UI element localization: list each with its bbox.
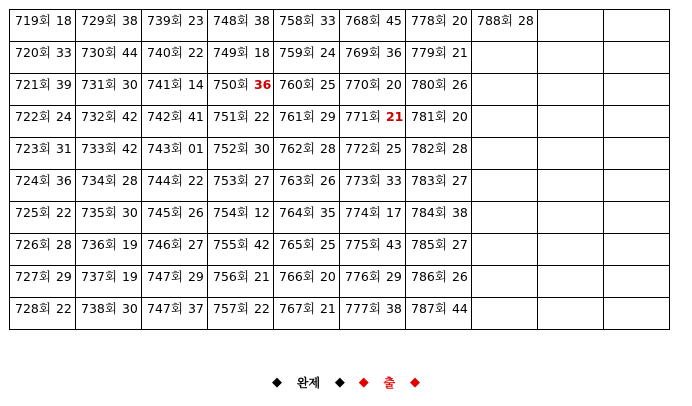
round-label: 759회: [279, 45, 315, 60]
grid-cell: [142, 106, 208, 138]
number-value: 42: [121, 141, 138, 156]
grid-cell: [142, 138, 208, 170]
empty-cell: [538, 42, 604, 74]
number-value: 30: [121, 77, 138, 92]
grid-cell: [406, 74, 472, 106]
round-label: 785회: [411, 237, 447, 252]
round-label: 735회: [81, 205, 117, 220]
grid-cell: [274, 42, 340, 74]
grid-cell: [76, 74, 142, 106]
round-label: 723회: [15, 141, 51, 156]
grid-cell: [208, 106, 274, 138]
grid-cell: [142, 202, 208, 234]
round-label: 748회: [213, 13, 249, 28]
round-label: 783회: [411, 173, 447, 188]
empty-cell: [472, 42, 538, 74]
round-label: 731회: [81, 77, 117, 92]
empty-cell: [472, 266, 538, 298]
highlighted-number: 36: [253, 77, 272, 92]
grid-cell: [10, 10, 76, 42]
black-diamond-icon: ◆: [272, 374, 283, 390]
round-label: 780회: [411, 77, 447, 92]
grid-cell: [142, 74, 208, 106]
empty-cell: [604, 234, 670, 266]
round-label: 744회: [147, 173, 183, 188]
number-value: 38: [121, 13, 138, 28]
round-label: 721회: [15, 77, 51, 92]
grid-cell: [406, 42, 472, 74]
number-value: 21: [253, 269, 270, 284]
grid-cell: [340, 10, 406, 42]
grid-cell: [406, 106, 472, 138]
grid-cell: [406, 10, 472, 42]
grid-cell: [340, 42, 406, 74]
round-label: 751회: [213, 109, 249, 124]
round-label: 726회: [15, 237, 51, 252]
legend-label-black: 완제: [296, 375, 321, 390]
number-value: 26: [451, 77, 468, 92]
empty-cell: [538, 106, 604, 138]
grid-cell: [340, 202, 406, 234]
round-label: 740회: [147, 45, 183, 60]
grid-cell: [406, 234, 472, 266]
number-value: 22: [253, 109, 270, 124]
round-label: 784회: [411, 205, 447, 220]
empty-cell: [604, 10, 670, 42]
round-label: 778회: [411, 13, 447, 28]
grid-cell: [76, 10, 142, 42]
empty-cell: [538, 170, 604, 202]
empty-cell: [604, 298, 670, 330]
grid-cell: [76, 234, 142, 266]
grid-cell: [10, 266, 76, 298]
round-label: 727회: [15, 269, 51, 284]
round-label: 745회: [147, 205, 183, 220]
number-value: 33: [319, 13, 336, 28]
number-value: 43: [385, 237, 402, 252]
round-label: 754회: [213, 205, 249, 220]
red-diamond-icon: ◆: [409, 374, 420, 390]
number-value: 23: [187, 13, 204, 28]
number-value: 42: [253, 237, 270, 252]
round-label: 764회: [279, 205, 315, 220]
grid-cell: [274, 106, 340, 138]
number-value: 29: [319, 109, 336, 124]
grid-cell: [10, 42, 76, 74]
number-value: 01: [187, 141, 204, 156]
number-value: 28: [55, 237, 72, 252]
number-value: 26: [319, 173, 336, 188]
empty-cell: [604, 202, 670, 234]
round-label: 788회: [477, 13, 513, 28]
grid-cell: [274, 234, 340, 266]
round-label: 729회: [81, 13, 117, 28]
grid-cell: [340, 170, 406, 202]
round-label: 787회: [411, 301, 447, 316]
empty-cell: [538, 266, 604, 298]
round-label: 762회: [279, 141, 315, 156]
round-label: 781회: [411, 109, 447, 124]
round-label: 755회: [213, 237, 249, 252]
grid-cell: [340, 106, 406, 138]
round-label: 769회: [345, 45, 381, 60]
grid-cell: [406, 138, 472, 170]
number-value: 28: [319, 141, 336, 156]
number-value: 36: [55, 173, 72, 188]
round-label: 732회: [81, 109, 117, 124]
round-label: 746회: [147, 237, 183, 252]
round-label: 774회: [345, 205, 381, 220]
grid-cell: [208, 74, 274, 106]
number-value: 33: [385, 173, 402, 188]
grid-cell: [274, 266, 340, 298]
number-value: 35: [319, 205, 336, 220]
table-row: [10, 138, 670, 170]
grid-cell: [274, 170, 340, 202]
round-label: 738회: [81, 301, 117, 316]
grid-cell: [10, 106, 76, 138]
number-value: 39: [55, 77, 72, 92]
number-value: 25: [319, 77, 336, 92]
number-value: 22: [55, 205, 72, 220]
empty-cell: [538, 202, 604, 234]
number-value: 30: [253, 141, 270, 156]
number-value: 22: [253, 301, 270, 316]
round-label: 739회: [147, 13, 183, 28]
round-label: 752회: [213, 141, 249, 156]
grid-cell: [406, 170, 472, 202]
empty-cell: [472, 202, 538, 234]
grid-cell: [208, 234, 274, 266]
number-value: 22: [187, 173, 204, 188]
empty-cell: [604, 74, 670, 106]
round-label: 756회: [213, 269, 249, 284]
empty-cell: [604, 138, 670, 170]
round-label: 733회: [81, 141, 117, 156]
grid-cell: [10, 234, 76, 266]
number-value: 30: [121, 205, 138, 220]
round-label: 720회: [15, 45, 51, 60]
round-label: 761회: [279, 109, 315, 124]
number-value: 20: [385, 77, 402, 92]
empty-cell: [538, 74, 604, 106]
number-value: 25: [385, 141, 402, 156]
number-value: 12: [253, 205, 270, 220]
round-label: 747회: [147, 269, 183, 284]
round-label: 758회: [279, 13, 315, 28]
table-row: [10, 266, 670, 298]
number-value: 24: [319, 45, 336, 60]
grid-cell: [142, 234, 208, 266]
grid-cell: [10, 74, 76, 106]
table-row: [10, 234, 670, 266]
table-row: [10, 170, 670, 202]
grid-cell: [406, 202, 472, 234]
number-value: 41: [187, 109, 204, 124]
round-label: 753회: [213, 173, 249, 188]
grid-cell: [10, 202, 76, 234]
round-label: 776회: [345, 269, 381, 284]
table-row: [10, 10, 670, 42]
empty-cell: [538, 234, 604, 266]
number-value: 45: [385, 13, 402, 28]
round-label: 749회: [213, 45, 249, 60]
number-value: 24: [55, 109, 72, 124]
grid-cell: [142, 266, 208, 298]
number-value: 37: [187, 301, 204, 316]
round-label: 765회: [279, 237, 315, 252]
grid-cell: [340, 266, 406, 298]
round-label: 766회: [279, 269, 315, 284]
grid-cell: [340, 234, 406, 266]
round-label: 725회: [15, 205, 51, 220]
round-label: 775회: [345, 237, 381, 252]
empty-cell: [538, 10, 604, 42]
number-value: 30: [121, 301, 138, 316]
round-label: 772회: [345, 141, 381, 156]
grid-cell: [142, 42, 208, 74]
number-value: 22: [187, 45, 204, 60]
empty-cell: [604, 42, 670, 74]
number-value: 38: [385, 301, 402, 316]
number-value: 33: [55, 45, 72, 60]
number-value: 38: [451, 205, 468, 220]
grid-cell: [472, 10, 538, 42]
empty-cell: [472, 106, 538, 138]
grid-cell: [76, 298, 142, 330]
grid-cell: [76, 266, 142, 298]
number-value: 26: [187, 205, 204, 220]
grid-body: [10, 10, 670, 330]
number-value: 29: [385, 269, 402, 284]
grid-cell: [406, 266, 472, 298]
round-label: 768회: [345, 13, 381, 28]
number-value: 44: [121, 45, 138, 60]
table-row: [10, 74, 670, 106]
number-value: 22: [55, 301, 72, 316]
round-label: 760회: [279, 77, 315, 92]
round-label: 728회: [15, 301, 51, 316]
number-value: 20: [451, 13, 468, 28]
empty-cell: [538, 298, 604, 330]
grid-cell: [406, 298, 472, 330]
round-label: 773회: [345, 173, 381, 188]
grid-cell: [274, 202, 340, 234]
grid-cell: [142, 170, 208, 202]
number-value: 21: [451, 45, 468, 60]
round-label: 757회: [213, 301, 249, 316]
empty-cell: [472, 138, 538, 170]
number-value: 25: [319, 237, 336, 252]
table-row: [10, 298, 670, 330]
grid-cell: [76, 106, 142, 138]
highlighted-number: 21: [385, 109, 404, 124]
table-row: [10, 202, 670, 234]
grid-cell: [208, 170, 274, 202]
empty-cell: [472, 298, 538, 330]
number-value: 27: [253, 173, 270, 188]
grid-cell: [274, 10, 340, 42]
number-value: 36: [385, 45, 402, 60]
round-label: 734회: [81, 173, 117, 188]
empty-cell: [604, 170, 670, 202]
grid-cell: [76, 138, 142, 170]
round-label: 719회: [15, 13, 51, 28]
grid-cell: [208, 10, 274, 42]
number-value: 42: [121, 109, 138, 124]
grid-cell: [274, 298, 340, 330]
number-value: 38: [253, 13, 270, 28]
round-label: 767회: [279, 301, 315, 316]
grid-cell: [274, 138, 340, 170]
number-grid: [9, 9, 670, 330]
grid-cell: [10, 170, 76, 202]
number-value: 44: [451, 301, 468, 316]
round-label: 763회: [279, 173, 315, 188]
legend: [0, 372, 692, 393]
round-label: 786회: [411, 269, 447, 284]
number-value: 17: [385, 205, 402, 220]
empty-cell: [604, 106, 670, 138]
round-label: 782회: [411, 141, 447, 156]
round-label: 741회: [147, 77, 183, 92]
round-label: 777회: [345, 301, 381, 316]
grid-cell: [208, 266, 274, 298]
grid-cell: [208, 138, 274, 170]
table-row: [10, 42, 670, 74]
number-value: 27: [187, 237, 204, 252]
number-value: 19: [121, 237, 138, 252]
grid-cell: [208, 298, 274, 330]
grid-cell: [274, 74, 340, 106]
grid-cell: [340, 74, 406, 106]
red-diamond-icon: ◆: [358, 374, 369, 390]
legend-label-red: 출: [383, 375, 396, 390]
number-value: 20: [451, 109, 468, 124]
number-value: 29: [187, 269, 204, 284]
grid-cell: [10, 138, 76, 170]
number-value: 27: [451, 173, 468, 188]
number-value: 21: [319, 301, 336, 316]
round-label: 737회: [81, 269, 117, 284]
round-label: 742회: [147, 109, 183, 124]
round-label: 770회: [345, 77, 381, 92]
round-label: 722회: [15, 109, 51, 124]
empty-cell: [472, 74, 538, 106]
number-value: 28: [517, 13, 534, 28]
number-value: 18: [55, 13, 72, 28]
number-value: 28: [451, 141, 468, 156]
grid-cell: [76, 42, 142, 74]
round-label: 736회: [81, 237, 117, 252]
empty-cell: [472, 234, 538, 266]
grid-cell: [208, 42, 274, 74]
empty-cell: [472, 170, 538, 202]
empty-cell: [538, 138, 604, 170]
grid-cell: [76, 170, 142, 202]
grid-cell: [208, 202, 274, 234]
round-label: 724회: [15, 173, 51, 188]
grid-cell: [10, 298, 76, 330]
grid-cell: [340, 298, 406, 330]
number-value: 18: [253, 45, 270, 60]
number-value: 27: [451, 237, 468, 252]
number-value: 29: [55, 269, 72, 284]
number-value: 28: [121, 173, 138, 188]
number-value: 19: [121, 269, 138, 284]
round-label: 747회: [147, 301, 183, 316]
grid-cell: [142, 10, 208, 42]
table-row: [10, 106, 670, 138]
empty-cell: [604, 266, 670, 298]
round-label: 743회: [147, 141, 183, 156]
number-value: 31: [55, 141, 72, 156]
black-diamond-icon: ◆: [334, 374, 345, 390]
grid-cell: [76, 202, 142, 234]
grid-cell: [340, 138, 406, 170]
number-value: 26: [451, 269, 468, 284]
round-label: 750회: [213, 77, 249, 92]
round-label: 779회: [411, 45, 447, 60]
number-value: 14: [187, 77, 204, 92]
grid-cell: [142, 298, 208, 330]
number-value: 20: [319, 269, 336, 284]
round-label: 730회: [81, 45, 117, 60]
round-label: 771회: [345, 109, 381, 124]
